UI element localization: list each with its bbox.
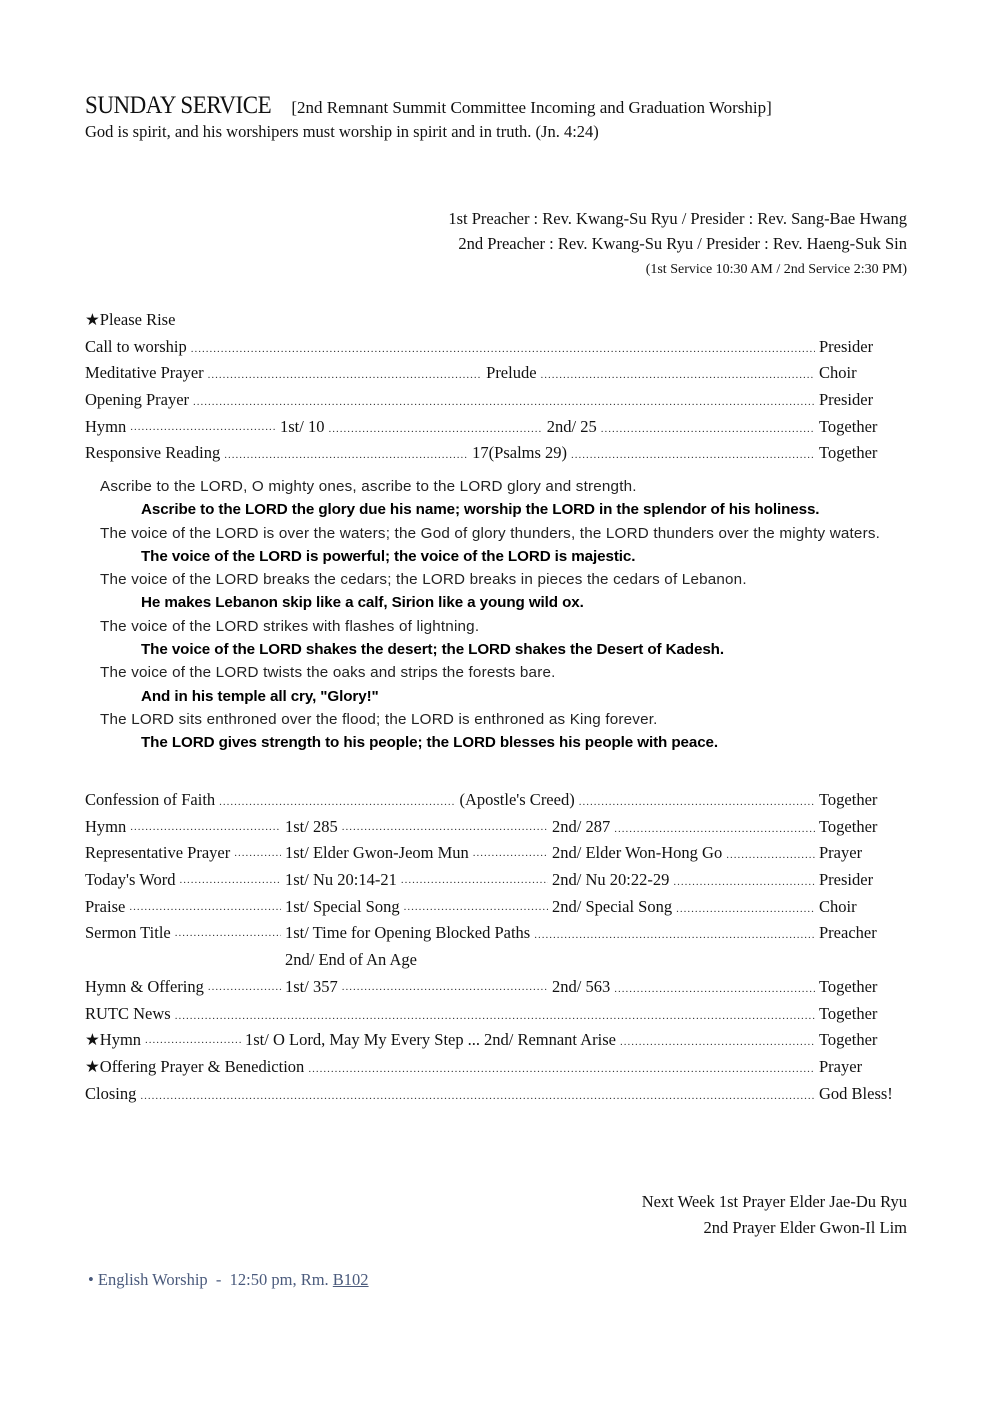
bullet-icon: •	[88, 1270, 94, 1289]
item-leader: God Bless!	[819, 1083, 893, 1103]
service-title: SUNDAY SERVICE	[85, 92, 272, 119]
item-leader: Together	[819, 1030, 878, 1050]
leader-dots	[328, 416, 542, 443]
item-detail: (Apostle's Creed)	[459, 790, 575, 809]
officiants-line-1: 1st Preacher : Rev. Kwang-Su Ryu / Presider : Rev. Sang-Bae Hwang	[448, 209, 907, 228]
response-line: The LORD gives strength to his people; the LORD blesses his people with peace.	[141, 734, 719, 752]
response-line: The voice of the LORD is powerful; the voice of the LORD is majestic.	[141, 547, 636, 565]
item-first-service: 1st/ 10	[280, 416, 325, 436]
leader-dots	[473, 840, 548, 867]
item-second-service: 2nd/ Nu 20:22-29	[552, 870, 670, 890]
order-item	[85, 1081, 907, 1108]
page-title	[85, 92, 772, 120]
service-times: (1st Service 10:30 AM / 2nd Service 2:30 PM)	[645, 262, 907, 277]
item-label: Hymn & Offering	[85, 976, 204, 996]
item-leader: Preacher	[819, 923, 877, 943]
please-rise-note: ★Please Rise	[85, 310, 176, 329]
item-leader: Prayer	[819, 1056, 863, 1076]
leader-dots	[614, 976, 815, 1003]
order-item	[85, 894, 907, 921]
item-leader: Together	[819, 443, 878, 463]
leader-dots	[191, 336, 815, 363]
leader-dots	[601, 416, 815, 443]
item-leader: Presider	[819, 390, 874, 410]
leader-dots	[129, 894, 281, 921]
item-detail: Prelude	[486, 363, 537, 383]
item-first-wrap	[285, 894, 552, 921]
item-second-service: 2nd/ Special Song	[552, 896, 673, 916]
item-second-service: 2nd/ 25	[546, 416, 597, 436]
item-label: Responsive Reading	[85, 443, 221, 463]
item-second-service: 2nd/ End of An Age	[285, 950, 417, 970]
english-worship-text: English Worship - 12:50 pm, Rm.	[97, 1270, 333, 1289]
order-item	[85, 920, 907, 947]
leader-dots	[145, 1027, 241, 1054]
responsive-reading	[100, 475, 890, 755]
item-detail: 17(Psalms 29)	[472, 443, 568, 463]
order-item	[85, 840, 907, 867]
officiants-line-2: 2nd Preacher : Rev. Kwang-Su Ryu / Presider : Rev. Haeng-Suk Sin	[458, 234, 907, 253]
item-label: RUTC News	[85, 1003, 171, 1023]
item-leader: Presider	[819, 336, 874, 356]
item-label-wrap	[85, 414, 280, 441]
leader-dots	[342, 974, 548, 1001]
response-line: He makes Lebanon skip like a calf, Sirion like a young wild ox.	[141, 594, 584, 612]
leader-dots	[676, 896, 815, 923]
leader-dots	[208, 362, 482, 389]
response-line: Ascribe to the LORD the glory due his name; worship the LORD in the splendor of his holiness.	[141, 501, 820, 519]
item-label-wrap	[85, 894, 285, 921]
item-leader: Choir	[819, 363, 857, 383]
leader-dots	[673, 869, 815, 896]
item-second-service: 2nd/ Elder Won-Hong Go	[552, 843, 723, 863]
leader-dots	[541, 362, 815, 389]
next-week-prayer	[642, 1189, 907, 1241]
leader-dots	[208, 974, 281, 1001]
item-label: Call to worship	[85, 336, 187, 356]
item-first-wrap	[285, 867, 552, 894]
item-label: Closing	[85, 1083, 137, 1103]
item-label: Representative Prayer	[85, 843, 231, 863]
leader-line: The LORD sits enthroned over the flood; the LORD is enthroned as King forever.	[100, 710, 658, 728]
service-subtitle: [2nd Remnant Summit Committee Incoming and Graduation Worship]	[291, 98, 772, 117]
order-item	[85, 867, 907, 894]
next-week-line-2: 2nd Prayer Elder Gwon-Il Lim	[703, 1218, 907, 1237]
item-first-service: 1st/ 285	[285, 816, 338, 836]
order-item	[85, 334, 907, 361]
item-leader: Prayer	[819, 843, 863, 863]
response-line: And in his temple all cry, "Glory!"	[141, 687, 379, 705]
order-item	[85, 1001, 907, 1028]
item-label: Hymn	[85, 816, 127, 836]
item-leader: Together	[819, 416, 878, 436]
item-label: Meditative Prayer	[85, 363, 204, 383]
leader-dots-short: ...	[467, 1030, 480, 1050]
item-first-service: 1st/ Nu 20:14-21	[285, 870, 397, 890]
leader-dots	[140, 1083, 815, 1110]
leader-line: The voice of the LORD breaks the cedars; the LORD breaks in pieces the cedars of Lebanon.	[100, 571, 747, 589]
item-label: Hymn	[85, 416, 127, 436]
item-first-wrap	[285, 974, 552, 1001]
leader-dots	[534, 922, 815, 949]
item-first-wrap	[285, 814, 552, 841]
item-label: ★Hymn	[85, 1030, 142, 1050]
item-first-wrap	[285, 840, 552, 867]
item-leader: Together	[819, 790, 878, 809]
leader-dots	[404, 894, 548, 921]
item-label: Sermon Title	[85, 923, 171, 943]
item-label-wrap	[85, 814, 285, 841]
leader-line: Ascribe to the LORD, O mighty ones, ascribe to the LORD glory and strength.	[100, 478, 637, 495]
item-first-service: 1st/ 357	[285, 976, 338, 996]
leader-dots	[234, 840, 281, 867]
leader-dots	[175, 920, 281, 947]
theme-verse: God is spirit, and his worshipers must worship in spirit and in truth. (Jn. 4:24)	[85, 122, 599, 141]
item-leader: Presider	[819, 870, 874, 890]
leader-dots	[224, 442, 468, 469]
item-label: Today's Word	[85, 870, 176, 890]
item-leader: Together	[819, 816, 878, 836]
leader-dots	[342, 814, 548, 841]
english-worship-note	[88, 1270, 369, 1290]
room-link[interactable]: B102	[332, 1270, 369, 1289]
next-week-line-1: Next Week 1st Prayer Elder Jae-Du Ryu	[641, 1192, 907, 1211]
order-item	[85, 387, 907, 414]
leader-dots	[571, 442, 815, 469]
leader-dots	[175, 1003, 815, 1030]
item-label-wrap	[85, 920, 285, 947]
leader-dots	[620, 1029, 815, 1056]
leader-dots	[193, 389, 815, 416]
item-leader: Together	[819, 1003, 878, 1023]
item-label-wrap	[85, 974, 285, 1001]
leader-dots	[130, 414, 276, 441]
leader-line: The voice of the LORD is over the waters; the God of glory thunders, the LORD thunders over the mighty waters.	[100, 524, 881, 542]
leader-line: The voice of the LORD twists the oaks and strips the forests bare.	[100, 664, 556, 682]
item-label-wrap	[85, 1027, 245, 1054]
item-leader: Choir	[819, 896, 857, 916]
leader-dots	[726, 842, 815, 869]
item-second-service: 2nd/ 563	[552, 976, 611, 996]
item-label: Opening Prayer	[85, 390, 190, 410]
order-item	[85, 440, 907, 467]
item-first-service: 1st/ O Lord, May My Every Step	[245, 1030, 464, 1050]
item-label-wrap	[85, 840, 285, 867]
leader-dots	[308, 1056, 815, 1083]
order-item	[85, 787, 907, 814]
item-label-wrap	[85, 867, 285, 894]
leader-dots	[614, 816, 815, 843]
order-item	[85, 1054, 907, 1081]
leader-line: The voice of the LORD strikes with flashes of lightning.	[100, 617, 480, 635]
order-item	[85, 974, 907, 1001]
item-first-service: 1st/ Elder Gwon-Jeom Mun	[285, 843, 469, 863]
item-second-service: 2nd/ Remnant Arise	[483, 1030, 616, 1050]
item-leader: Together	[819, 976, 878, 996]
leader-dots	[401, 867, 548, 894]
item-label: Praise	[85, 896, 126, 916]
leader-dots	[130, 814, 281, 841]
order-item	[85, 360, 907, 387]
leader-dots	[579, 789, 815, 816]
order-item-continuation	[85, 947, 907, 974]
order-item	[85, 414, 907, 441]
item-second-service: 2nd/ 287	[552, 816, 611, 836]
leader-dots	[179, 867, 281, 894]
order-of-worship-part1	[85, 307, 907, 467]
order-item	[85, 814, 907, 841]
item-label: ★Offering Prayer & Benediction	[85, 1056, 305, 1076]
item-first-service: 1st/ Special Song	[285, 896, 400, 916]
item-label: Confession of Faith	[85, 790, 216, 809]
order-item	[85, 1027, 907, 1054]
item-first-service: 1st/ Time for Opening Blocked Paths	[285, 923, 531, 943]
order-of-worship-part2	[85, 787, 907, 1107]
response-line: The voice of the LORD shakes the desert; the LORD shakes the Desert of Kadesh.	[141, 641, 724, 659]
leader-dots	[219, 789, 455, 816]
